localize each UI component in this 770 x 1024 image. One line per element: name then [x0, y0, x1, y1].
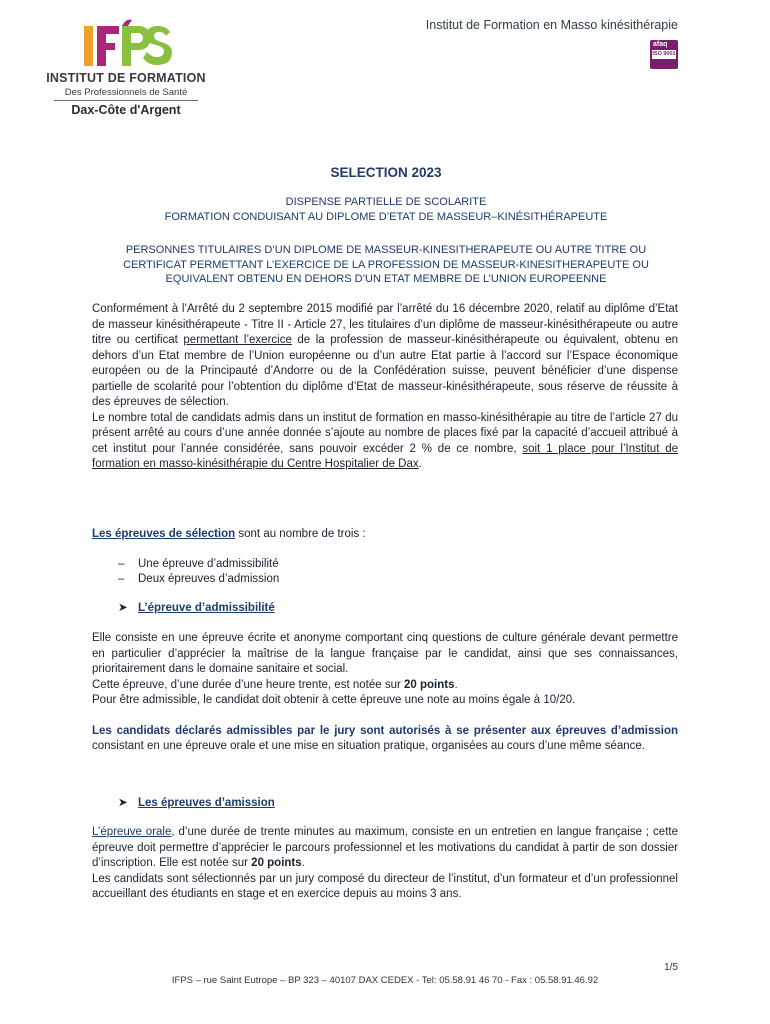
list-item: – Deux épreuves d’admission: [118, 573, 280, 585]
admissibles-bold: Les candidats déclarés admissibles par le jury sont autorisés à se présenter aux épreuves d’admission: [92, 724, 678, 737]
intro-text: Conformément à l’Arrêté du 2 septembre 2015 modifié par l’arrêté du 16 décembre 2020, relatif au diplôme d’Etat de masseur kinésithérapeute - Titre II - Article 27, les titulaires d’un diplôme de masseur-kinésithérapeute ou autre titre ou certificat: [92, 303, 678, 346]
header-institute-name: Institut de Formation en Masso kinésithérapie: [425, 18, 678, 32]
logo-divider: [54, 100, 198, 101]
page-number: 1/5: [664, 962, 678, 973]
admission-heading-text: Les épreuves d’amission: [138, 797, 275, 809]
subtitle-block: [92, 195, 680, 224]
page-title: SELECTION 2023: [330, 165, 442, 180]
epreuves-lead-bold: Les épreuves de sélection: [92, 528, 236, 540]
subtitle-line-1: DISPENSE PARTIELLE DE SCOLARITE: [285, 196, 487, 208]
logo-line-3: Dax-Côte d'Argent: [71, 103, 181, 117]
oral-underlined: L’épreuve orale: [92, 826, 172, 838]
cert-standard: ISO 9001: [652, 51, 676, 57]
intro-underlined: permettant l’exercice: [183, 334, 292, 346]
logo-line-1: INSTITUT DE FORMATION: [46, 71, 206, 85]
ifps-logo-mark: [82, 18, 172, 70]
afaq-certification-badge: [650, 40, 678, 69]
logo-line-2: Des Professionnels de Santé: [64, 87, 188, 98]
score-bold: 20 points: [404, 678, 455, 691]
arrow-bullet-icon: ➤: [118, 797, 128, 809]
admissibilite-paragraph-4: [92, 724, 678, 755]
admissibilite-heading: [118, 601, 275, 617]
admission-heading: [118, 796, 275, 812]
admissibilite-paragraph-3: Pour être admissible, le candidat doit obtenir à cette épreuve une note au moins égale à 10/20.: [92, 694, 576, 706]
footer-address: IFPS – rue Saint Eutrope – BP 323 – 40107 DAX CEDEX - Tel: 05.58.91 46 70 - Fax : 05.58.91.46.92: [171, 975, 599, 986]
admission-paragraph-1: [92, 825, 678, 872]
admissibilite-paragraph-2: [92, 678, 678, 694]
intro-text-cont: de la profession de masseur-kinésithérapeute ou équivalent, obtenu en dehors d’un Etat membre de l’Union européenne ou d’un autre Etat partie à l’accord sur l’Espace économique européen ou de la Principauté d’Andorre ou de la Confédération suisse, peuvent bénéficier d’une dispense partielle de scolarité pour l’obtention du diplôme d’Etat de masseur-kinésithérapeute, sous réserve de réussite à des épreuves de sélection.: [92, 334, 678, 408]
oral-end: .: [301, 857, 305, 869]
admissibilite-paragraph-1: Elle consiste en une épreuve écrite et anonyme comportant cinq questions de culture générale devant permettre en particulier d’apprécier la maîtrise de la langue française par le candidat, ainsi que ses connaissances, prioritairement dans le domaine sanitaire et social.: [92, 632, 678, 675]
target-line-2: CERTIFICAT PERMETTANT L’EXERCICE DE LA PROFESSION DE MASSEUR-KINESITHERAPEUTE OU: [123, 258, 649, 271]
oral-text: , d’une durée de trente minutes au maximum, consiste en un entretien en langue française ; cette épreuve doit permettre d’apprécier le parcours professionnel et les motivations du candidat à partir de son dossier d’inscription. Elle est notée sur: [92, 826, 678, 869]
intro-paragraph-1: [92, 302, 678, 411]
capacity-underlined: soit 1 place pour l’Institut de formation en masso-kinésithérapie du Centre Hospitalier de Dax: [92, 442, 678, 470]
intro-section: [92, 302, 678, 473]
capacity-text: Le nombre total de candidats admis dans un institut de formation en masso-kinésithérapie au titre de l’article 27 du présent arrêté au cours d’une année donnée s’ajoute au nombre de places fixé par la capacité d’accueil attribué à cet institut pour l’année considérée, sans pouvoir excéder 2 % de ce nombre,: [92, 411, 678, 455]
capacity-end: .: [418, 458, 422, 470]
list-item-text: Une épreuve d’admissibilité: [138, 558, 279, 570]
cert-brand: afaq: [653, 41, 668, 48]
target-line-1: PERSONNES TITULAIRES D’UN DIPLOME DE MASSEUR-KINESITHERAPEUTE OU AUTRE TITRE OU: [125, 244, 647, 256]
arrow-bullet-icon: ➤: [118, 602, 128, 614]
duration-text: Cette épreuve, d’une durée d’une heure trente, est notée sur: [92, 678, 404, 691]
subtitle-line-2: FORMATION CONDUISANT AU DIPLOME D’ETAT DE MASSEUR–KINÉSITHÉRAPEUTE: [164, 210, 608, 223]
list-item: – Une épreuve d’admissibilité: [118, 558, 279, 570]
epreuves-lead-rest: sont au nombre de trois :: [235, 528, 366, 540]
institute-logo: [40, 18, 212, 118]
duration-end: .: [454, 678, 458, 691]
admission-paragraph-2: Les candidats sont sélectionnés par un jury composé du directeur de l’institut, d’un formateur et d’un professionnel accueillant des étudiants en stage et en exercice depuis au moins 3 ans.: [92, 872, 678, 900]
epreuves-lead: [92, 527, 678, 543]
intro-paragraph-2: [92, 411, 678, 473]
target-audience-block: [92, 243, 680, 287]
admissibles-rest: consistant en une épreuve orale et une mise en situation pratique, organisées au cours d’une même séance.: [92, 740, 645, 752]
admissibilite-heading-text: L’épreuve d’admissibilité: [138, 602, 275, 614]
target-line-3: EQUIVALENT OBTENU EN DEHORS D’UN ETAT MEMBRE DE L’UNION EUROPEENNE: [165, 273, 607, 285]
list-item-text: Deux épreuves d’admission: [138, 573, 280, 585]
admission-section: [92, 825, 678, 903]
oral-score-bold: 20 points: [251, 857, 302, 869]
admissibilite-section: [92, 631, 678, 755]
